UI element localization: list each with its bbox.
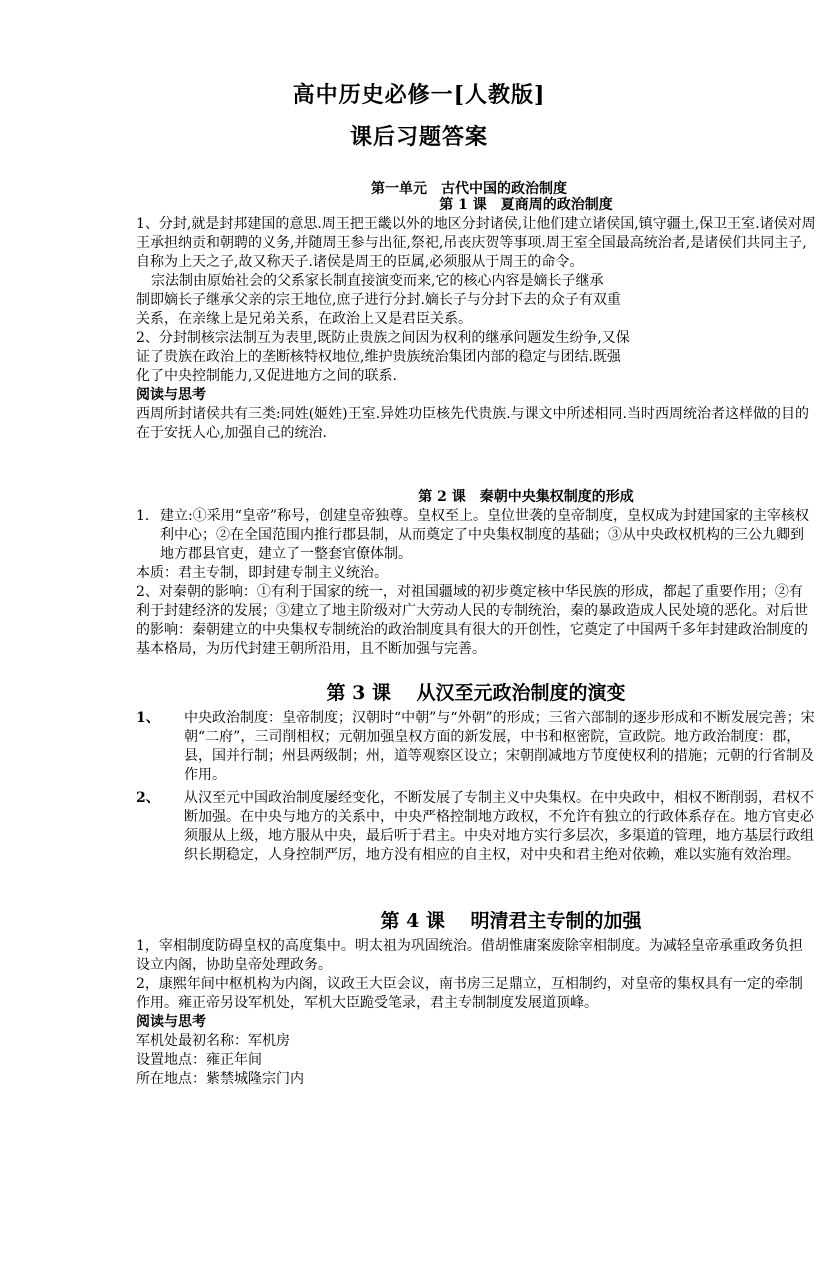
lesson2-title: 第 2 课 秦朝中央集权制度的形成 xyxy=(418,489,634,505)
list-item xyxy=(136,507,816,564)
list-text: 从汉至元中国政治制度屡经变化，不断发展了专制主义中央集权。在中央政中，相权不断削弱，君权不断加强。在中央与地方的关系中，中央严格控制地方政权，不允许有独立的行政体系存在。地方官吏必须服从上级，地方服从中央，最后听于君主。中央对地方实行多层次，多渠道的管理，地方基层行政组织长期稳定，人身控制严厉，地方没有相应的自主权，对中央和君主绝对依赖，难以实施有效治理。 xyxy=(184,790,814,863)
lesson1-paragraph: 宗法制由原始社会的父系家长制直接演变而来,它的核心内容是嫡长子继承 xyxy=(151,273,604,289)
lesson4-section xyxy=(136,912,816,1089)
lesson1-section xyxy=(136,196,816,443)
lesson1-title: 第 1 课 夏商周的政治制度 xyxy=(439,197,613,213)
list-number: 2、 xyxy=(136,790,160,806)
lesson1-paragraph: 关系，在亲缘上是兄弟关系，在政治上又是君臣关系。 xyxy=(136,311,472,327)
document-subtitle: 课后习题答案 xyxy=(349,124,488,150)
lesson1-paragraph: 1、分封,就是封邦建国的意思.周王把王畿以外的地区分封诸侯,让他们建立诸侯国,镇守疆土,保卫王室.诸侯对周王承担纳贡和朝聘的义务,并随周王参与出征,祭祀,吊丧庆贺等事项.周王室全国最高统治者,是诸侯们共同主子,自称为上天之子,故又称天子.诸侯是周王的臣属,必须服从于周王的命令。 xyxy=(136,216,816,270)
lesson4-paragraph: 2，康熙年间中枢机构为内阁，议政王大臣会议，南书房三足鼎立，互相制约，对皇帝的集权具有一定的牵制作用。雍正帝另设军机处，军机大臣跪受笔录，君主专制制度发展道顶峰。 xyxy=(136,976,803,1011)
lesson2-essence: 本质：君主专制，即封建专制主义统治。 xyxy=(136,565,388,581)
document-title: 高中历史必修一[人教版] xyxy=(292,82,546,108)
lesson1-paragraph: 证了贵族在政治上的垄断核特权地位,维护贵族统治集团内部的稳定与团结.既强 xyxy=(136,349,621,365)
list-item xyxy=(136,709,816,785)
lesson1-paragraph: 制即嫡长子继承父亲的宗王地位,庶子进行分封.嫡长子与分封下去的众子有双重 xyxy=(136,292,621,308)
unit-title: 第一单元 古代中国的政治制度 xyxy=(371,181,567,197)
lesson3-title: 第 3 课 从汉至元政治制度的演变 xyxy=(326,682,626,704)
list-item xyxy=(136,789,816,865)
reading-heading: 阅读与思考 xyxy=(136,387,206,403)
reading-answer: 设置地点：雍正年间 xyxy=(136,1052,262,1068)
list-number: 1. xyxy=(136,508,150,524)
reading-heading: 阅读与思考 xyxy=(136,1014,206,1030)
list-text: 中央政治制度：皇帝制度；汉朝时“中朝”与“外朝”的形成；三省六部制的逐步形成和不断发展完善；宋朝“二府”，三司削相权；元朝加强皇权方面的新发展，中书和枢密院，宣政院。地方政治制度：郡，县，国并行制；州县两级制；州，道等观察区设立；宋朝削减地方节度使权利的措施；元朝的行省制及作用。 xyxy=(184,710,815,783)
lesson2-section xyxy=(136,488,816,659)
reading-answer: 西周所封诸侯共有三类:同姓(姬姓)王室.异姓功臣核先代贵族.与课文中所述相同.当时西周统治者这样做的目的在于安抚人心,加强自己的统治. xyxy=(136,406,809,441)
list-number: 1、 xyxy=(136,710,160,726)
lesson4-paragraph: 1，宰相制度防碍皇权的高度集中。明太祖为巩固统治。借胡惟庸案废除宰相制度。为减轻皇帝承重政务负担设立内阁，协助皇帝处理政务。 xyxy=(136,938,803,973)
lesson2-paragraph: 2、对秦朝的影响：①有利于国家的统一，对祖国疆域的初步奠定核中华民族的形成，都起了重要作用；②有利于封建经济的发展；③建立了地主阶级对广大劳动人民的专制统治，秦的暴政造成人民处境的恶化。对后世的影响：秦朝建立的中央集权专制统治的政治制度具有很大的开创性，它奠定了中国两千多年封建政治制度的基本格局，为历代封建王朝所沿用，且不断加强与完善。 xyxy=(136,584,808,657)
list-text: 建立:①采用“皇帝”称号，创建皇帝独尊。皇权至上。皇位世袭的皇帝制度，皇权成为封建国家的主宰核权利中心；②在全国范围内推行郡县制，从而奠定了中央集权制度的基础；③从中央政权机构的三公九卿到地方郡县官吏，建立了一整套官僚体制。 xyxy=(160,508,810,562)
lesson3-section xyxy=(136,684,816,865)
reading-answer: 军机处最初名称：军机房 xyxy=(136,1033,290,1049)
lesson1-paragraph: 化了中央控制能力,又促进地方之间的联系. xyxy=(136,368,397,384)
lesson4-title: 第 4 课 明清君主专制的加强 xyxy=(380,910,642,932)
reading-answer: 所在地点：紫禁城隆宗门内 xyxy=(136,1071,304,1087)
lesson1-paragraph: 2、分封制核宗法制互为表里,既防止贵族之间因为权利的继承问题发生纷争,又保 xyxy=(136,330,630,346)
